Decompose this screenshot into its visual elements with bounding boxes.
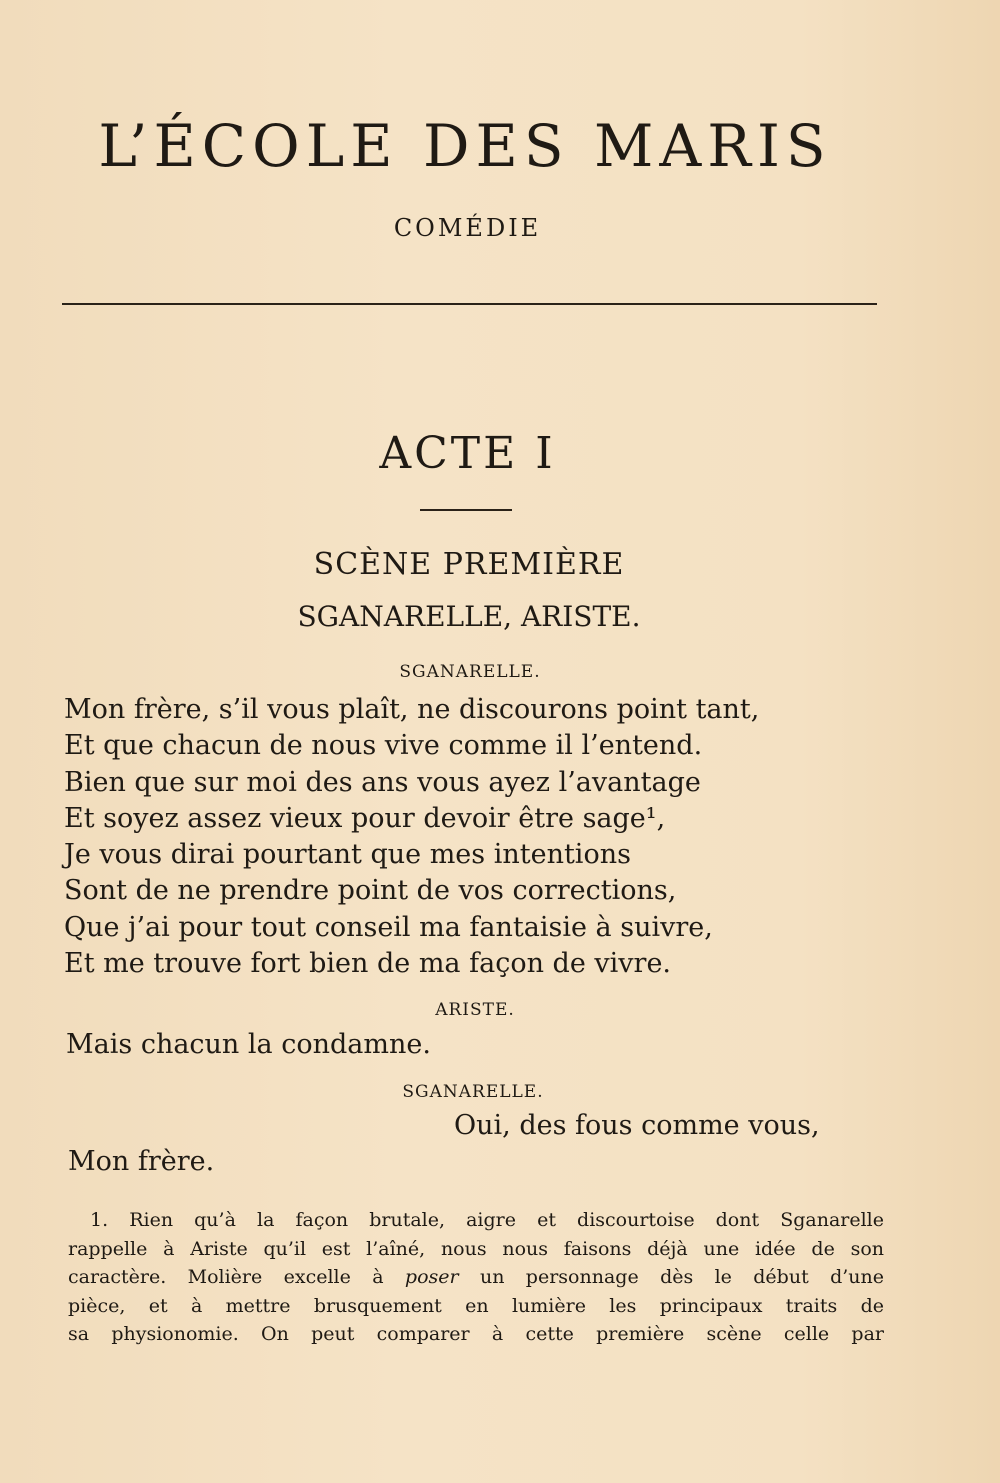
- footnote: [68, 1206, 884, 1349]
- verse-line: Sont de ne prendre point de vos corrections,: [64, 875, 677, 907]
- speaker-label: SGANARELLE.: [399, 662, 541, 682]
- scene-characters: SGANARELLE, ARISTE.: [297, 600, 641, 633]
- verse-line: Et que chacun de nous vive comme il l’entend.: [64, 730, 703, 762]
- verse-block: [64, 692, 759, 982]
- footnote-line: sa physionomie. On peut comparer à cette première scène celle par: [68, 1323, 884, 1346]
- act-heading: ACTE I: [379, 428, 556, 479]
- verse-line: Et soyez assez vieux pour devoir être sage¹,: [64, 802, 666, 834]
- verse-line: Mon frère, s’il vous plaît, ne discourons point tant,: [64, 694, 760, 725]
- verse-line: Mais chacun la condamne.: [66, 1029, 431, 1060]
- footnote-line: 1. Rien qu’à la façon brutale, aigre et discourtoise dont Sganarelle: [90, 1209, 884, 1231]
- verse-line: Je vous dirai pourtant que mes intentions: [64, 839, 631, 871]
- act-divider: [420, 509, 512, 511]
- footnote-line: pièce, et à mettre brusquement en lumière les principaux traits de: [68, 1294, 884, 1317]
- verse-line: Oui, des fous comme vous,: [454, 1110, 820, 1141]
- verse-line: Que j’ai pour tout conseil ma fantaisie à suivre,: [64, 911, 713, 943]
- verse-line: Mon frère.: [68, 1146, 215, 1177]
- verse-line: Bien que sur moi des ans vous ayez l’avantage: [64, 766, 701, 798]
- scene-heading: SCÈNE PREMIÈRE: [313, 547, 625, 582]
- speaker-label: ARISTE.: [435, 1000, 515, 1020]
- footnote-line: rappelle à Ariste qu’il est l’aîné, nous nous faisons déjà une idée de son: [68, 1237, 884, 1260]
- page-title: L’ÉCOLE DES MARIS: [98, 112, 832, 180]
- emphasis: poser: [404, 1266, 459, 1289]
- title-divider: [62, 303, 877, 305]
- speaker-label: SGANARELLE.: [402, 1082, 544, 1102]
- footnote-line: caractère. Molière excelle à poser un personnage dès le début d’une: [68, 1266, 884, 1289]
- verse-line: Et me trouve fort bien de ma façon de vivre.: [64, 948, 671, 980]
- page-subtitle: COMÉDIE: [393, 214, 542, 242]
